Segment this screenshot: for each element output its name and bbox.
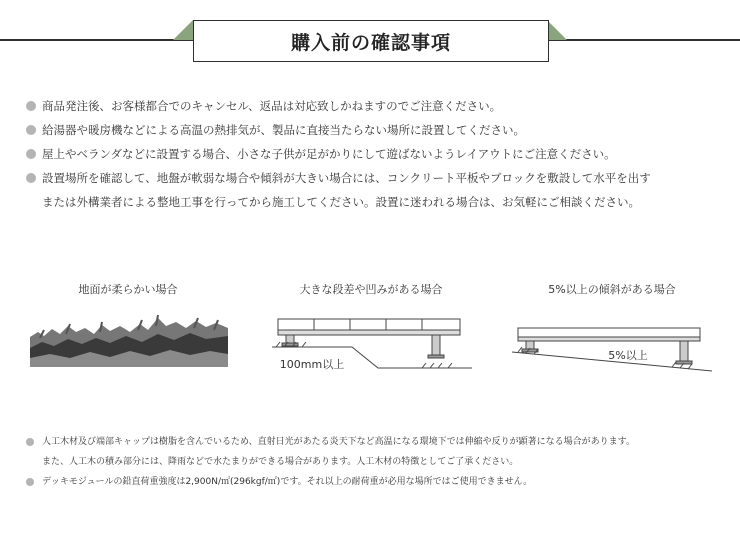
footnote-item: [26, 432, 736, 472]
bullet-icon: [26, 125, 36, 135]
note-item: [26, 142, 726, 166]
note-text: 給湯器や暖房機などによる高温の熱排気が、製品に直接当たらない場所に設置してください。: [42, 123, 525, 137]
footnote-text: 人工木材及び端部キャップは樹脂を含んでいるため、直射日光があたる炎天下など高温になる環境下では伸縮や反りが顕著になる場合があります。: [42, 437, 635, 447]
note-text: 設置場所を確認して、地盤が軟弱な場合や傾斜が大きい場合には、コンクリート平板やブロックを敷設して水平を出す: [42, 171, 651, 185]
note-text-continued: または外構業者による整地工事を行ってから施工してください。設置に迷われる場合は、お気軽にご相談ください。: [42, 195, 640, 209]
footnote-item: [26, 472, 736, 492]
illustration-caption-soft-ground: 地面が柔らかい場合: [78, 283, 178, 296]
illustration-caption-step: 大きな段差や凹みがある場合: [299, 283, 443, 296]
note-item: [26, 118, 726, 142]
note-text: 屋上やベランダなどに設置する場合、小さな子供が足がかりにして遊ばないようレイアウトにご注意ください。: [42, 147, 616, 161]
bullet-icon: [26, 101, 36, 111]
step-height-label: 100mm以上: [279, 358, 345, 371]
note-item: [26, 166, 726, 214]
notes-list: [26, 94, 726, 214]
footnote-text: デッキモジュールの鉛直荷重強度は2,900N/㎡(296kgf/㎡)です。それ以上の耐荷重が必用な場所ではご使用できません。: [42, 477, 533, 487]
title-accent-right: [547, 20, 567, 40]
footnote-text-continued: また、人工木の積み部分には、降雨などで水たまりができる場合があります。人工木材の特徴としてご了承ください。: [42, 457, 519, 467]
title-accent-left: [173, 20, 193, 40]
note-item: [26, 94, 726, 118]
bullet-icon: [26, 173, 36, 183]
bullet-icon: [26, 149, 36, 159]
illustration-caption-slope: 5%以上の傾斜がある場合: [548, 283, 676, 296]
page-title: 購入前の確認事項: [193, 20, 549, 62]
soft-ground-illustration: [30, 312, 228, 367]
footnotes-list: [26, 432, 736, 492]
slope-grade-label: 5%以上: [608, 349, 648, 362]
bullet-icon: [26, 478, 34, 486]
bullet-icon: [26, 438, 34, 446]
note-text: 商品発注後、お客様都合でのキャンセル、返品は対応致しかねますのでご注意ください。: [42, 99, 502, 113]
